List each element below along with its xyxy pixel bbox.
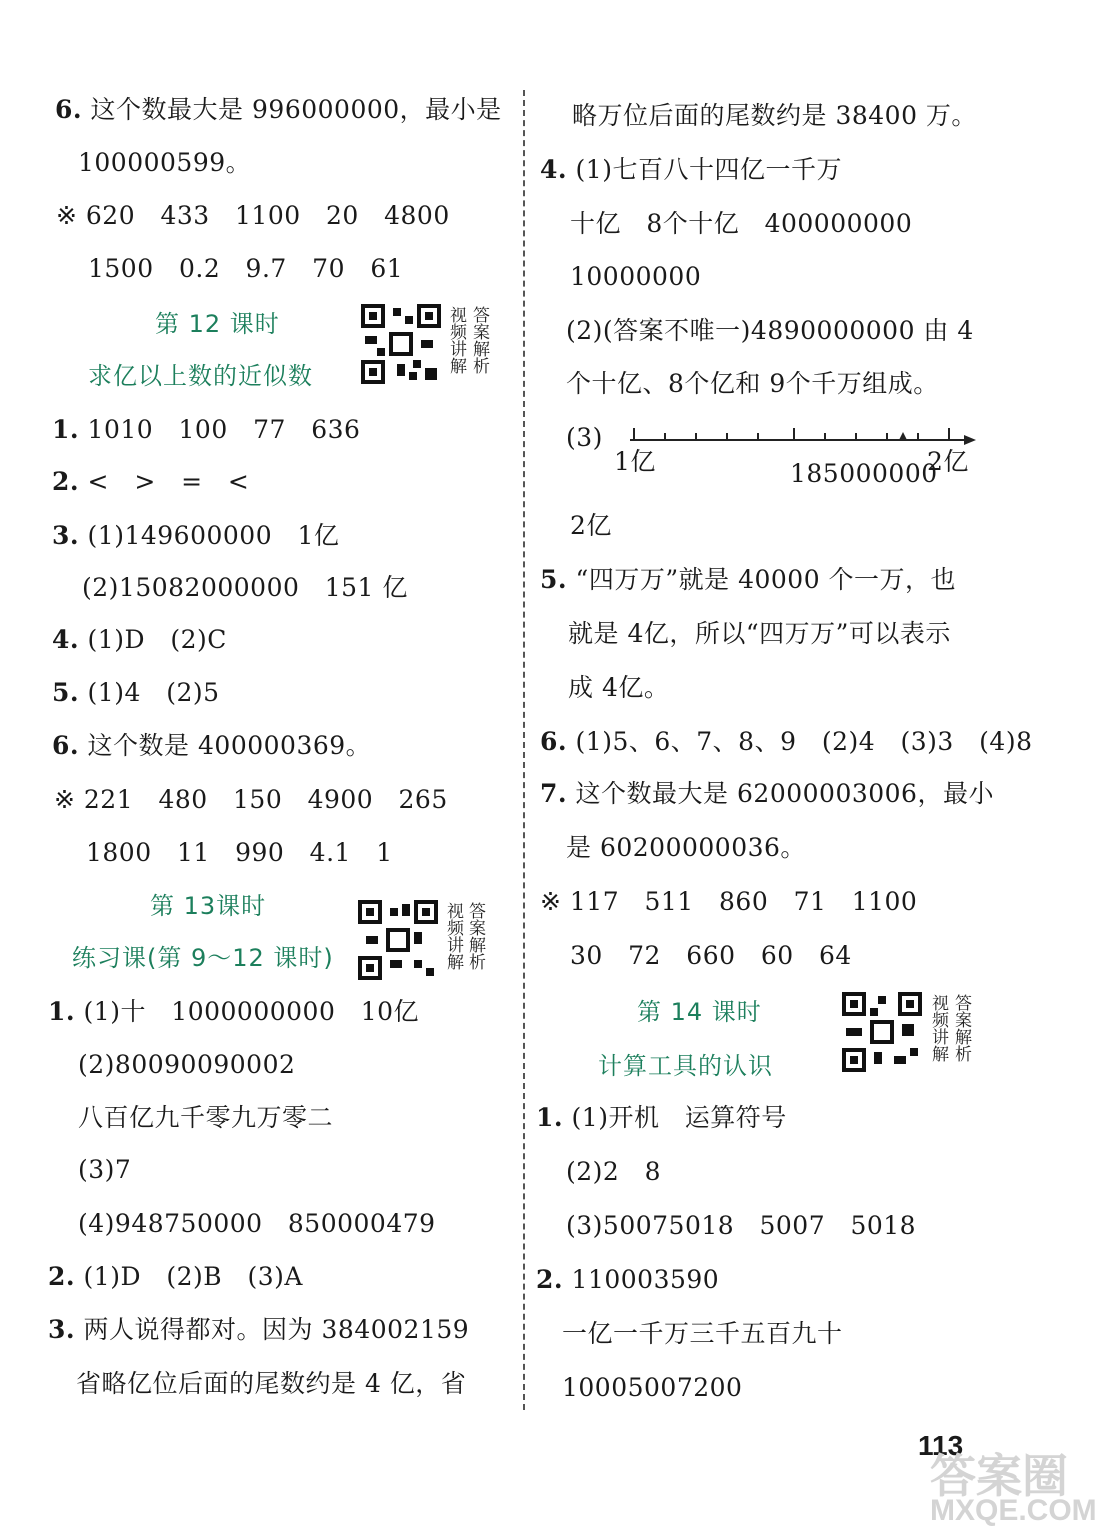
answer-line bbox=[48, 1312, 469, 1348]
answer-line bbox=[540, 152, 842, 188]
answer-line: (4)948750000 850000479 bbox=[78, 1209, 436, 1238]
answer-line: (2)(答案不唯一)4890000000 由 4 bbox=[566, 316, 974, 345]
answer-line: (2)15082000000 151 亿 bbox=[82, 573, 408, 602]
answer-line: 八百亿九千零九万零二 bbox=[78, 1103, 334, 1132]
answer-line: 10000000 bbox=[570, 262, 702, 291]
qr-label-answer: 答案解析 bbox=[469, 306, 489, 374]
lesson-13-subtitle: 练习课(第 9～12 课时) bbox=[72, 944, 334, 972]
answer-line bbox=[540, 562, 956, 598]
answer-text: 这个数最大是 996000000，最小是 bbox=[82, 95, 502, 124]
answer-line bbox=[48, 1259, 303, 1295]
item-number: 1. bbox=[48, 997, 76, 1026]
qr-label-video: 视频讲解 bbox=[443, 902, 463, 970]
answer-line bbox=[536, 1262, 719, 1298]
item-number: 2. bbox=[48, 1262, 76, 1291]
answer-line: 30 72 660 60 64 bbox=[570, 941, 852, 970]
watermark-logo: 答案圈 bbox=[930, 1450, 1068, 1502]
item-number: 6. bbox=[52, 731, 80, 760]
answer-line bbox=[52, 464, 249, 500]
answer-text: (1)十 1000000000 10亿 bbox=[75, 997, 420, 1026]
item-number: 3. bbox=[52, 521, 80, 550]
page-number: 113 bbox=[918, 1430, 964, 1461]
column-divider bbox=[523, 90, 525, 1410]
answer-text: 两人说得都对。因为 384002159 bbox=[75, 1315, 470, 1344]
qr-code-icon[interactable] bbox=[361, 304, 441, 384]
item-number: 2. bbox=[52, 467, 80, 496]
answer-text: (1)开机 运算符号 bbox=[563, 1103, 787, 1132]
answer-text: (1)D (2)B (3)A bbox=[75, 1262, 303, 1291]
answer-line bbox=[540, 724, 1032, 760]
answer-line: ※ 620 433 1100 20 4800 bbox=[56, 201, 450, 230]
lesson-14-subtitle: 计算工具的认识 bbox=[598, 1052, 773, 1080]
answer-text: (1)149600000 1亿 bbox=[79, 521, 340, 550]
item-number: 3. bbox=[48, 1315, 76, 1344]
answer-text: (1)D (2)C bbox=[79, 625, 227, 654]
item-number: 6. bbox=[540, 727, 568, 756]
answer-line: ※ 221 480 150 4900 265 bbox=[54, 785, 448, 814]
number-line-diagram bbox=[620, 418, 980, 458]
answer-line: 2亿 bbox=[570, 511, 612, 540]
answer-text: 这个数最大是 62000003006，最小 bbox=[567, 779, 994, 808]
answer-line: 略万位后面的尾数约是 38400 万。 bbox=[572, 101, 977, 130]
qr-label-video: 视频讲解 bbox=[928, 994, 948, 1062]
lesson-14-title: 第 14 课时 bbox=[637, 998, 762, 1026]
answer-line: 省略亿位后面的尾数约是 4 亿，省 bbox=[76, 1369, 467, 1398]
item-number: 5. bbox=[540, 565, 568, 594]
item-number: 4. bbox=[540, 155, 568, 184]
answer-line: 就是 4亿，所以“四万万”可以表示 bbox=[568, 619, 951, 648]
answer-line: ※ 117 511 860 71 1100 bbox=[540, 887, 918, 916]
answer-line: 一亿一千万三千五百九十 bbox=[562, 1319, 843, 1348]
number-line-mark-label: 185000000 bbox=[790, 459, 938, 488]
answer-line bbox=[52, 518, 339, 554]
answer-line: 10005007200 bbox=[562, 1373, 743, 1402]
answer-line: 1800 11 990 4.1 1 bbox=[86, 838, 393, 867]
qr-label-video: 视频讲解 bbox=[446, 306, 466, 374]
answer-line: 十亿 8个十亿 400000000 bbox=[570, 209, 913, 238]
answer-line bbox=[52, 622, 227, 658]
lesson-12-subtitle: 求亿以上数的近似数 bbox=[88, 362, 313, 390]
lesson-12-title: 第 12 课时 bbox=[155, 310, 280, 338]
qr-code-icon[interactable] bbox=[358, 900, 438, 980]
answer-line bbox=[52, 412, 360, 448]
answer-line bbox=[48, 994, 419, 1030]
answer-line: 个十亿、8个亿和 9个千万组成。 bbox=[566, 369, 939, 398]
answer-line: 是 60200000036。 bbox=[566, 833, 806, 862]
lesson-13-title: 第 13课时 bbox=[150, 892, 267, 920]
answer-line bbox=[536, 1100, 787, 1136]
number-line-label: (3) bbox=[566, 423, 603, 452]
qr-label-answer: 答案解析 bbox=[951, 994, 971, 1062]
item-number: 7. bbox=[540, 779, 568, 808]
watermark-url: MXQE.COM bbox=[930, 1494, 1097, 1527]
answer-text: 110003590 bbox=[563, 1265, 720, 1294]
answer-line bbox=[52, 728, 371, 764]
number-line-left-label: 1亿 bbox=[614, 447, 656, 476]
answer-line: (2)2 8 bbox=[566, 1157, 662, 1186]
marker-arrow-icon bbox=[899, 432, 907, 440]
answer-text: 1010 100 77 636 bbox=[79, 415, 361, 444]
answer-line: (2)80090090002 bbox=[78, 1050, 296, 1079]
answer-line bbox=[52, 675, 220, 711]
answer-line: (3)7 bbox=[78, 1155, 132, 1184]
item-number: 2. bbox=[536, 1265, 564, 1294]
answer-line: 100000599。 bbox=[78, 148, 252, 177]
answer-line: 成 4亿。 bbox=[568, 673, 670, 702]
qr-code-icon[interactable] bbox=[842, 992, 922, 1072]
number-line-right-label: 2亿 bbox=[927, 447, 969, 476]
item-number: 1. bbox=[52, 415, 80, 444]
answer-text: “四万万”就是 40000 个一万，也 bbox=[567, 565, 957, 594]
item-number: 4. bbox=[52, 625, 80, 654]
answer-line bbox=[540, 776, 994, 812]
answer-text: (1)4 (2)5 bbox=[79, 678, 220, 707]
answer-text: (1)5、6、7、8、9 (2)4 (3)3 (4)8 bbox=[567, 727, 1033, 756]
item-number: 1. bbox=[536, 1103, 564, 1132]
answer-text: < > = < bbox=[79, 467, 250, 496]
answer-text: 这个数是 400000369。 bbox=[79, 731, 372, 760]
answer-line bbox=[55, 92, 502, 128]
qr-label-answer: 答案解析 bbox=[465, 902, 485, 970]
answer-text: (1)七百八十四亿一千万 bbox=[567, 155, 842, 184]
answer-line: (3)50075018 5007 5018 bbox=[566, 1211, 917, 1240]
item-number: 6. bbox=[55, 95, 83, 124]
answer-line: 1500 0.2 9.7 70 61 bbox=[88, 254, 404, 283]
item-number: 5. bbox=[52, 678, 80, 707]
